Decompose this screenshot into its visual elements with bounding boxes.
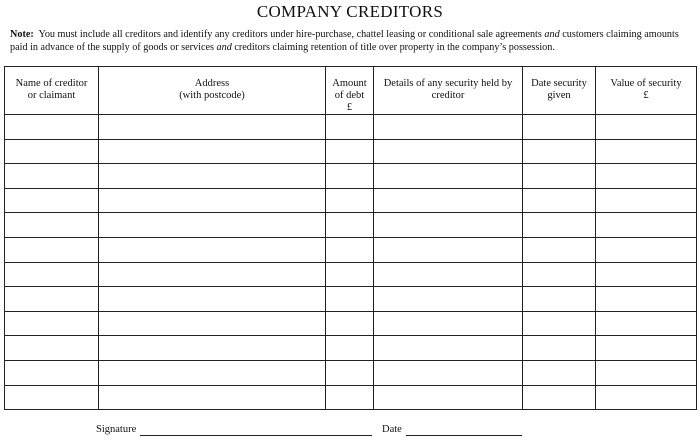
- table-cell[interactable]: [596, 213, 697, 238]
- table-cell[interactable]: [5, 287, 99, 312]
- table-cell[interactable]: [374, 139, 523, 164]
- signature-label: Signature: [96, 424, 137, 435]
- table-row: [5, 385, 697, 410]
- table-cell[interactable]: [374, 311, 523, 336]
- table-cell[interactable]: [326, 262, 374, 287]
- table-cell[interactable]: [99, 164, 326, 189]
- table-row: [5, 336, 697, 361]
- table-row: [5, 262, 697, 287]
- table-cell[interactable]: [326, 139, 374, 164]
- table-cell[interactable]: [326, 336, 374, 361]
- table-cell[interactable]: [523, 287, 596, 312]
- table-cell[interactable]: [523, 115, 596, 140]
- table-row: [5, 287, 697, 312]
- table-cell[interactable]: [326, 213, 374, 238]
- table-cell[interactable]: [5, 385, 99, 410]
- table-row: [5, 188, 697, 213]
- note-text-2: customers claiming amounts paid in advance of the supply of goods or services: [10, 29, 679, 53]
- table-cell[interactable]: [596, 115, 697, 140]
- table-cell[interactable]: [523, 188, 596, 213]
- note-text-1: You must include all creditors and identify any creditors under hire-purchase, chattel leasing or conditional sale agreements: [38, 29, 545, 40]
- table-row: [5, 164, 697, 189]
- table-cell[interactable]: [326, 237, 374, 262]
- table-cell[interactable]: [523, 213, 596, 238]
- table-cell[interactable]: [523, 262, 596, 287]
- header-name-of-creditor: Name of creditor or claimant: [5, 67, 99, 115]
- table-cell[interactable]: [374, 115, 523, 140]
- table-cell[interactable]: [99, 139, 326, 164]
- table-cell[interactable]: [596, 164, 697, 189]
- table-cell[interactable]: [5, 237, 99, 262]
- table-cell[interactable]: [374, 287, 523, 312]
- table-cell[interactable]: [596, 139, 697, 164]
- note-text-3: creditors claiming retention of title over property in the company’s possession.: [231, 42, 555, 53]
- table-cell[interactable]: [5, 360, 99, 385]
- table-row: [5, 115, 697, 140]
- table-cell[interactable]: [523, 360, 596, 385]
- table-cell[interactable]: [99, 336, 326, 361]
- table-cell[interactable]: [326, 385, 374, 410]
- form-title: COMPANY CREDITORS: [256, 2, 444, 21]
- table-cell[interactable]: [5, 139, 99, 164]
- date-label: Date: [382, 424, 402, 435]
- note-label: Note:: [10, 29, 34, 40]
- table-cell[interactable]: [99, 385, 326, 410]
- table-row: [5, 139, 697, 164]
- note-and-2: and: [216, 42, 232, 53]
- date-line[interactable]: [406, 435, 522, 436]
- table-cell[interactable]: [374, 360, 523, 385]
- header-security-details: Details of any security held by creditor: [374, 67, 523, 115]
- table-cell[interactable]: [326, 188, 374, 213]
- table-cell[interactable]: [5, 311, 99, 336]
- table-cell[interactable]: [523, 139, 596, 164]
- table-row: [5, 360, 697, 385]
- table-cell[interactable]: [326, 164, 374, 189]
- signature-line[interactable]: [140, 435, 372, 436]
- table-cell[interactable]: [523, 385, 596, 410]
- table-cell[interactable]: [99, 311, 326, 336]
- table-cell[interactable]: [374, 213, 523, 238]
- table-cell[interactable]: [523, 336, 596, 361]
- table-cell[interactable]: [5, 213, 99, 238]
- table-cell[interactable]: [326, 287, 374, 312]
- table-cell[interactable]: [99, 188, 326, 213]
- table-cell[interactable]: [99, 262, 326, 287]
- header-amount-of-debt: Amount of debt £: [326, 67, 374, 115]
- creditors-table: [4, 66, 697, 410]
- table-cell[interactable]: [374, 237, 523, 262]
- table-cell[interactable]: [596, 188, 697, 213]
- table-cell[interactable]: [5, 115, 99, 140]
- table-cell[interactable]: [99, 237, 326, 262]
- table-cell[interactable]: [596, 360, 697, 385]
- table-cell[interactable]: [326, 115, 374, 140]
- table-cell[interactable]: [596, 311, 697, 336]
- table-cell[interactable]: [99, 360, 326, 385]
- table-cell[interactable]: [596, 237, 697, 262]
- table-cell[interactable]: [374, 385, 523, 410]
- table-cell[interactable]: [374, 336, 523, 361]
- table-cell[interactable]: [5, 336, 99, 361]
- table-cell[interactable]: [99, 115, 326, 140]
- table-cell[interactable]: [374, 188, 523, 213]
- table-cell[interactable]: [523, 237, 596, 262]
- table-row: [5, 213, 697, 238]
- table-cell[interactable]: [596, 336, 697, 361]
- header-value-of-security: Value of security £: [596, 67, 697, 115]
- table-cell[interactable]: [596, 385, 697, 410]
- table-cell[interactable]: [326, 311, 374, 336]
- table-row: [5, 237, 697, 262]
- instructions-note: [10, 28, 696, 54]
- table-cell[interactable]: [374, 262, 523, 287]
- header-address: Address (with postcode): [99, 67, 326, 115]
- table-cell[interactable]: [99, 287, 326, 312]
- table-cell[interactable]: [99, 213, 326, 238]
- table-cell[interactable]: [596, 287, 697, 312]
- table-cell[interactable]: [523, 164, 596, 189]
- header-date-security-given: Date security given: [523, 67, 596, 115]
- table-cell[interactable]: [326, 360, 374, 385]
- table-cell[interactable]: [5, 164, 99, 189]
- table-cell[interactable]: [523, 311, 596, 336]
- table-cell[interactable]: [5, 262, 99, 287]
- table-cell[interactable]: [374, 164, 523, 189]
- table-cell[interactable]: [5, 188, 99, 213]
- table-header-row: [5, 67, 697, 115]
- table-cell[interactable]: [596, 262, 697, 287]
- table-row: [5, 311, 697, 336]
- note-and-1: and: [544, 29, 560, 40]
